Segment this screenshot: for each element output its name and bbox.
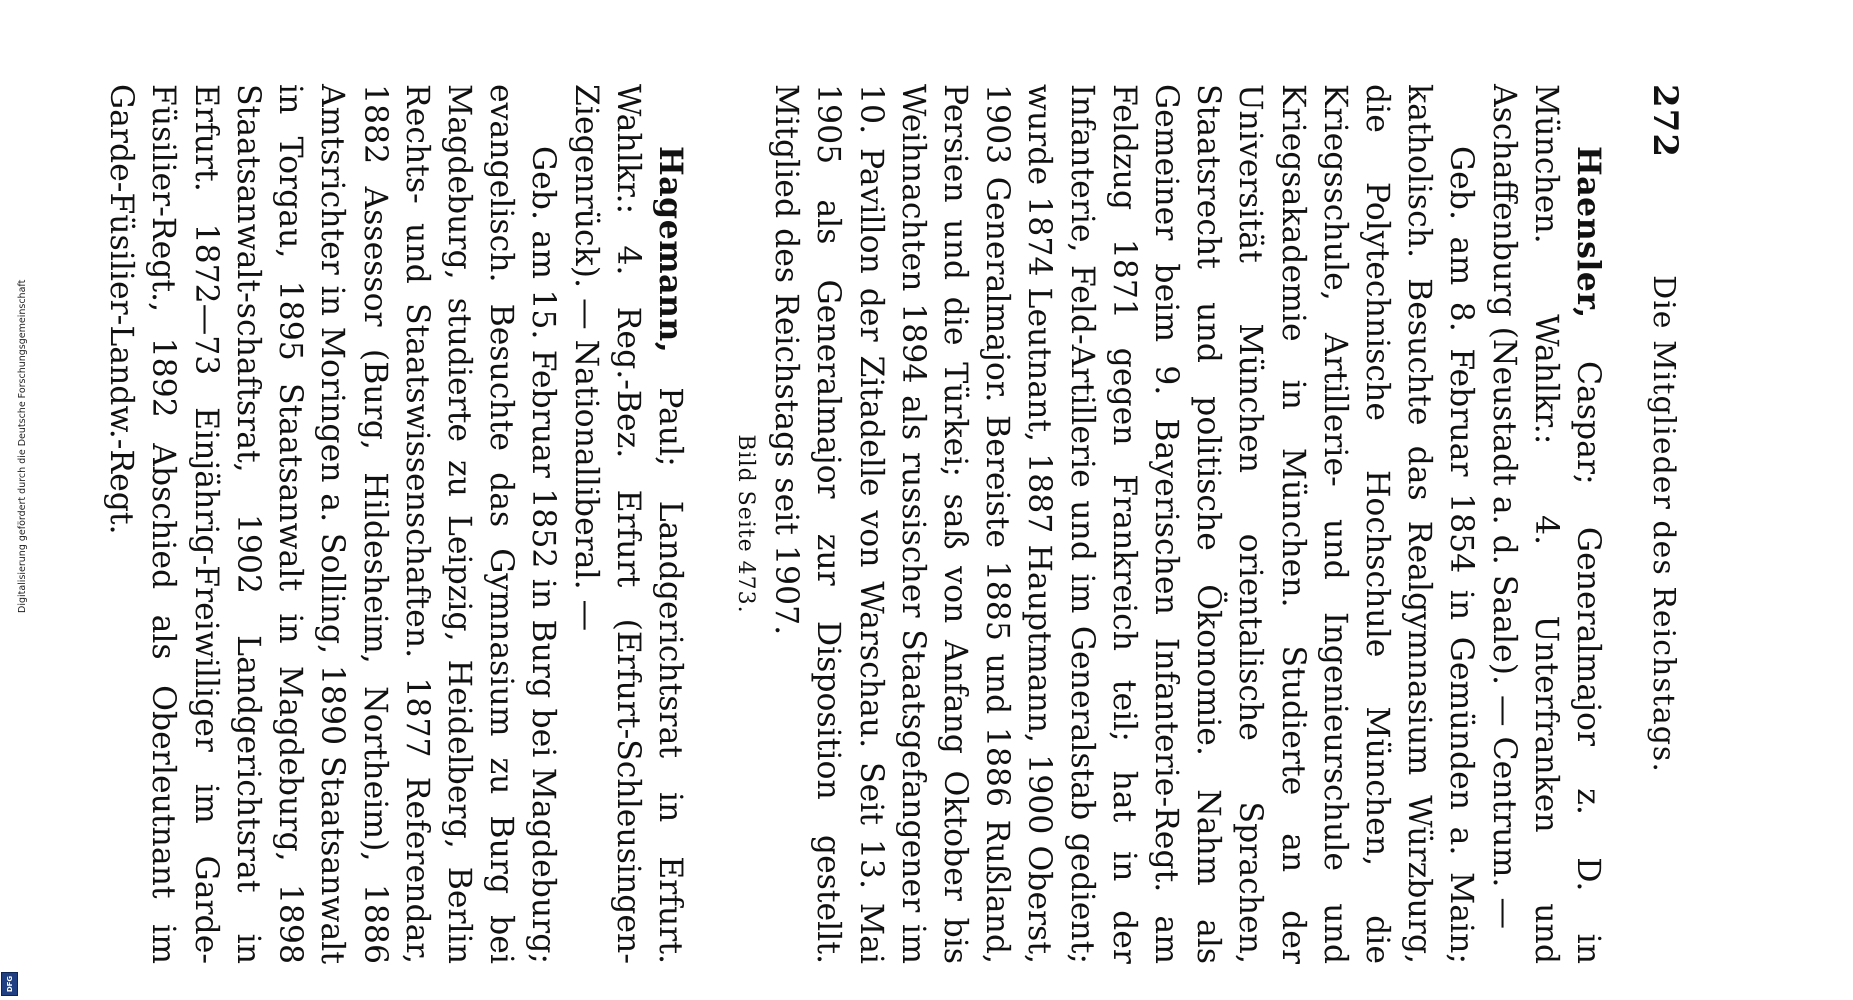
- page-body: [100, 84, 1609, 964]
- entry-name: Haensler,: [1570, 146, 1607, 319]
- entry-intro: Caspar; Generalmajor z. D. in München. Wahlkr.: 4. Unterfranken und Aschaffenburg (Neustadt a. d. Saale). — Centrum. —: [1485, 84, 1606, 965]
- digitization-credit-text: Digitalisierung gefördert durch die Deutsche Forschungsgemeinschaft: [17, 279, 28, 613]
- entry-name: Hagemann,: [651, 146, 689, 354]
- page-number: 272: [1645, 84, 1685, 158]
- entry-haensler-bio: Geb. am 8. Februar 1854 in Gemünden a. Main; katholisch. Besuchte das Realgymnasium Würzburg, die Polytechnische Hochschule München, die Kriegsschule, Artillerie- und Ingenieurschule und Kriegsakademie in München. Studierte an der Universität München orientalische Sprachen, Staatsrecht und politische Ökonomie. Nahm als Gemeiner beim 9. Bayerischen Infanterie-Regt. am Feldzug 1871 gegen Frankreich teil; hat in der Infanterie, Feld-Artillerie und im Generalstab gedient; wurde 1874 Leutnant, 1887 Hauptmann, 1900 Oberst, 1903 Generalmajor. Bereiste 1885 und 1886 Rußland, Persien und die Türkei; saß von Anfang Oktober bis Weihnachten 1894 als russischer Staatsgefangener im 10. Pavillon der Zitadelle von Warschau. Seit 13. Mai 1905 als Generalmajor zur Disposition gestellt. Mitglied des Reichstags seit 1907.: [768, 84, 1480, 964]
- dfg-logo-text: DFG: [6, 975, 15, 993]
- entry-haensler-heading: [1482, 84, 1609, 964]
- running-title: Die Mitglieder des Reichstags.: [1646, 275, 1681, 773]
- page-header: [1625, 84, 1685, 964]
- entry-separator: [691, 84, 725, 964]
- entry-hagemann-bio: Geb. am 15. Februar 1852 in Burg bei Magdeburg; evangelisch. Besuchte das Gymnasium zu Burg bei Magdeburg, studierte zu Leipzig, Heidelberg, Berlin Rechts- und Staatswissenschaften. 1877 Referendar, 1882 Assessor (Burg, Hildesheim, Northeim), 1886 Amtsrichter in Moringen a. Solling, 1890 Staatsanwalt in Torgau, 1895 Staatsanwalt in Magdeburg, 1898 Staatsanwalt-schaftsrat, 1902 Landgerichtsrat in Erfurt. 1872—73 Einjährig-Freiwilliger im Garde-Füsilier-Regt., 1892 Abschied als Oberleutnant im Garde-Füsilier-Landw.-Regt.: [103, 84, 562, 964]
- entry-intro: Paul; Landgerichtsrat in Erfurt. Wahlkr.: 4. Reg.-Bez. Erfurt (Erfurt-Schleusingen-Ziegenrück). — Nationalliberal. —: [567, 84, 688, 965]
- entry-hagemann-heading: [564, 84, 691, 964]
- image-reference-caption: Bild Seite 473.: [732, 434, 758, 614]
